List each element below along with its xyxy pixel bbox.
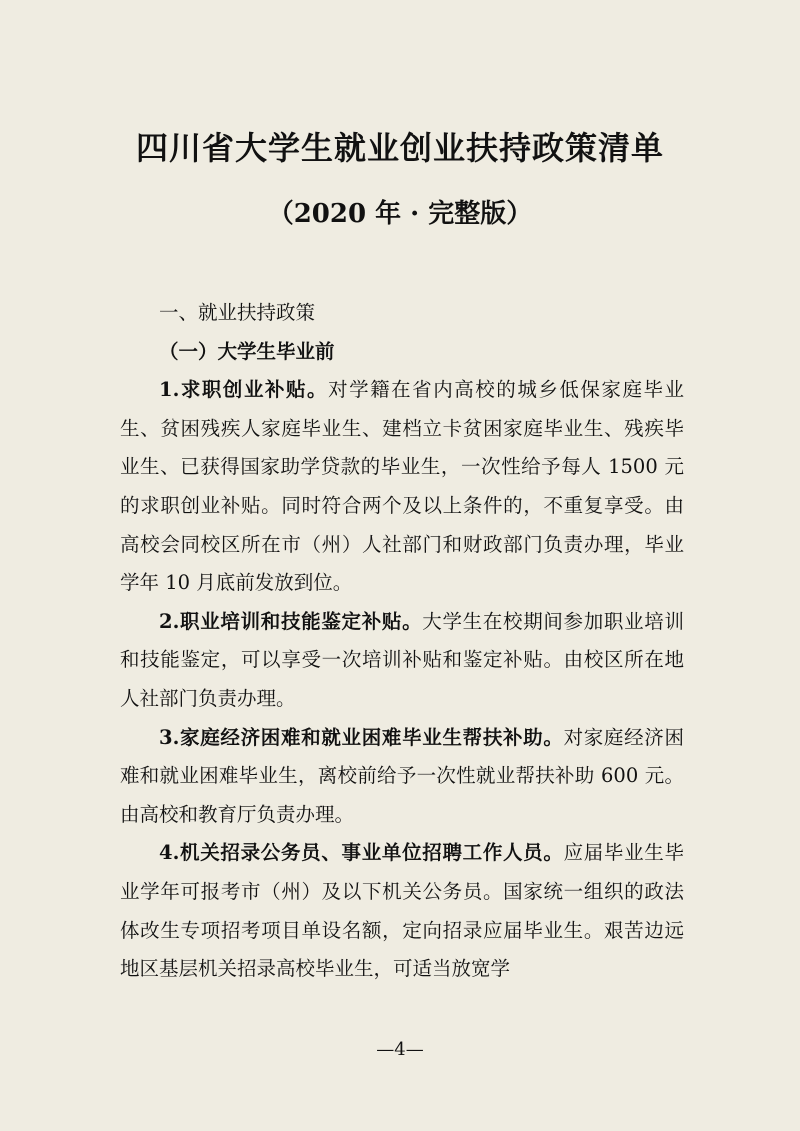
policy-item-body: 对学籍在省内高校的城乡低保家庭毕业生、贫困残疾人家庭毕业生、建档立卡贫困家庭毕业生、残疾毕业生、已获得国家助学贷款的毕业生，一次性给予每人 1500 元的求职创业补贴。同时符合两个及以上条件的，不重复享受。由高校会同校区所在市（州）人社部门和财政部门负责办理，毕业学年 10 月底前发放到位。: [120, 378, 684, 595]
policy-item: [120, 371, 684, 603]
policy-item-lead: 4.机关招录公务员、事业单位招聘工作人员。: [159, 841, 564, 865]
policy-item-lead: 1.求职创业补贴。: [159, 378, 329, 402]
page-number: —4—: [376, 1039, 424, 1060]
policy-item-body: 大学生在校期间参加职业培训和技能鉴定，可以享受一次培训补贴和鉴定补贴。由校区所在地人社部门负责办理。: [120, 609, 684, 710]
policy-item: [120, 603, 684, 719]
policy-item: [120, 834, 684, 988]
policy-item-lead: 2.职业培训和技能鉴定补贴。: [159, 609, 423, 633]
policy-item-body: 对家庭经济困难和就业困难毕业生，离校前给予一次性就业帮扶补助 600 元。由高校和教育厅负责办理。: [120, 725, 684, 826]
policy-item: [120, 719, 684, 835]
policy-item-body: 应届毕业生毕业学年可报考市（州）及以下机关公务员。国家统一组织的政法体改生专项招考项目单设名额，定向招录应届毕业生。艰苦边远地区基层机关招录高校毕业生，可适当放宽学: [120, 841, 684, 981]
subsection-heading: （一）大学生毕业前: [159, 339, 335, 363]
document-title: 四川省大学生就业创业扶持政策清单: [135, 129, 664, 167]
section-heading: 一、就业扶持政策: [159, 301, 316, 324]
document-subtitle: （2020 年 · 完整版）: [267, 199, 533, 229]
policy-item-lead: 3.家庭经济困难和就业困难毕业生帮扶补助。: [159, 725, 564, 749]
document-body: [120, 294, 684, 989]
